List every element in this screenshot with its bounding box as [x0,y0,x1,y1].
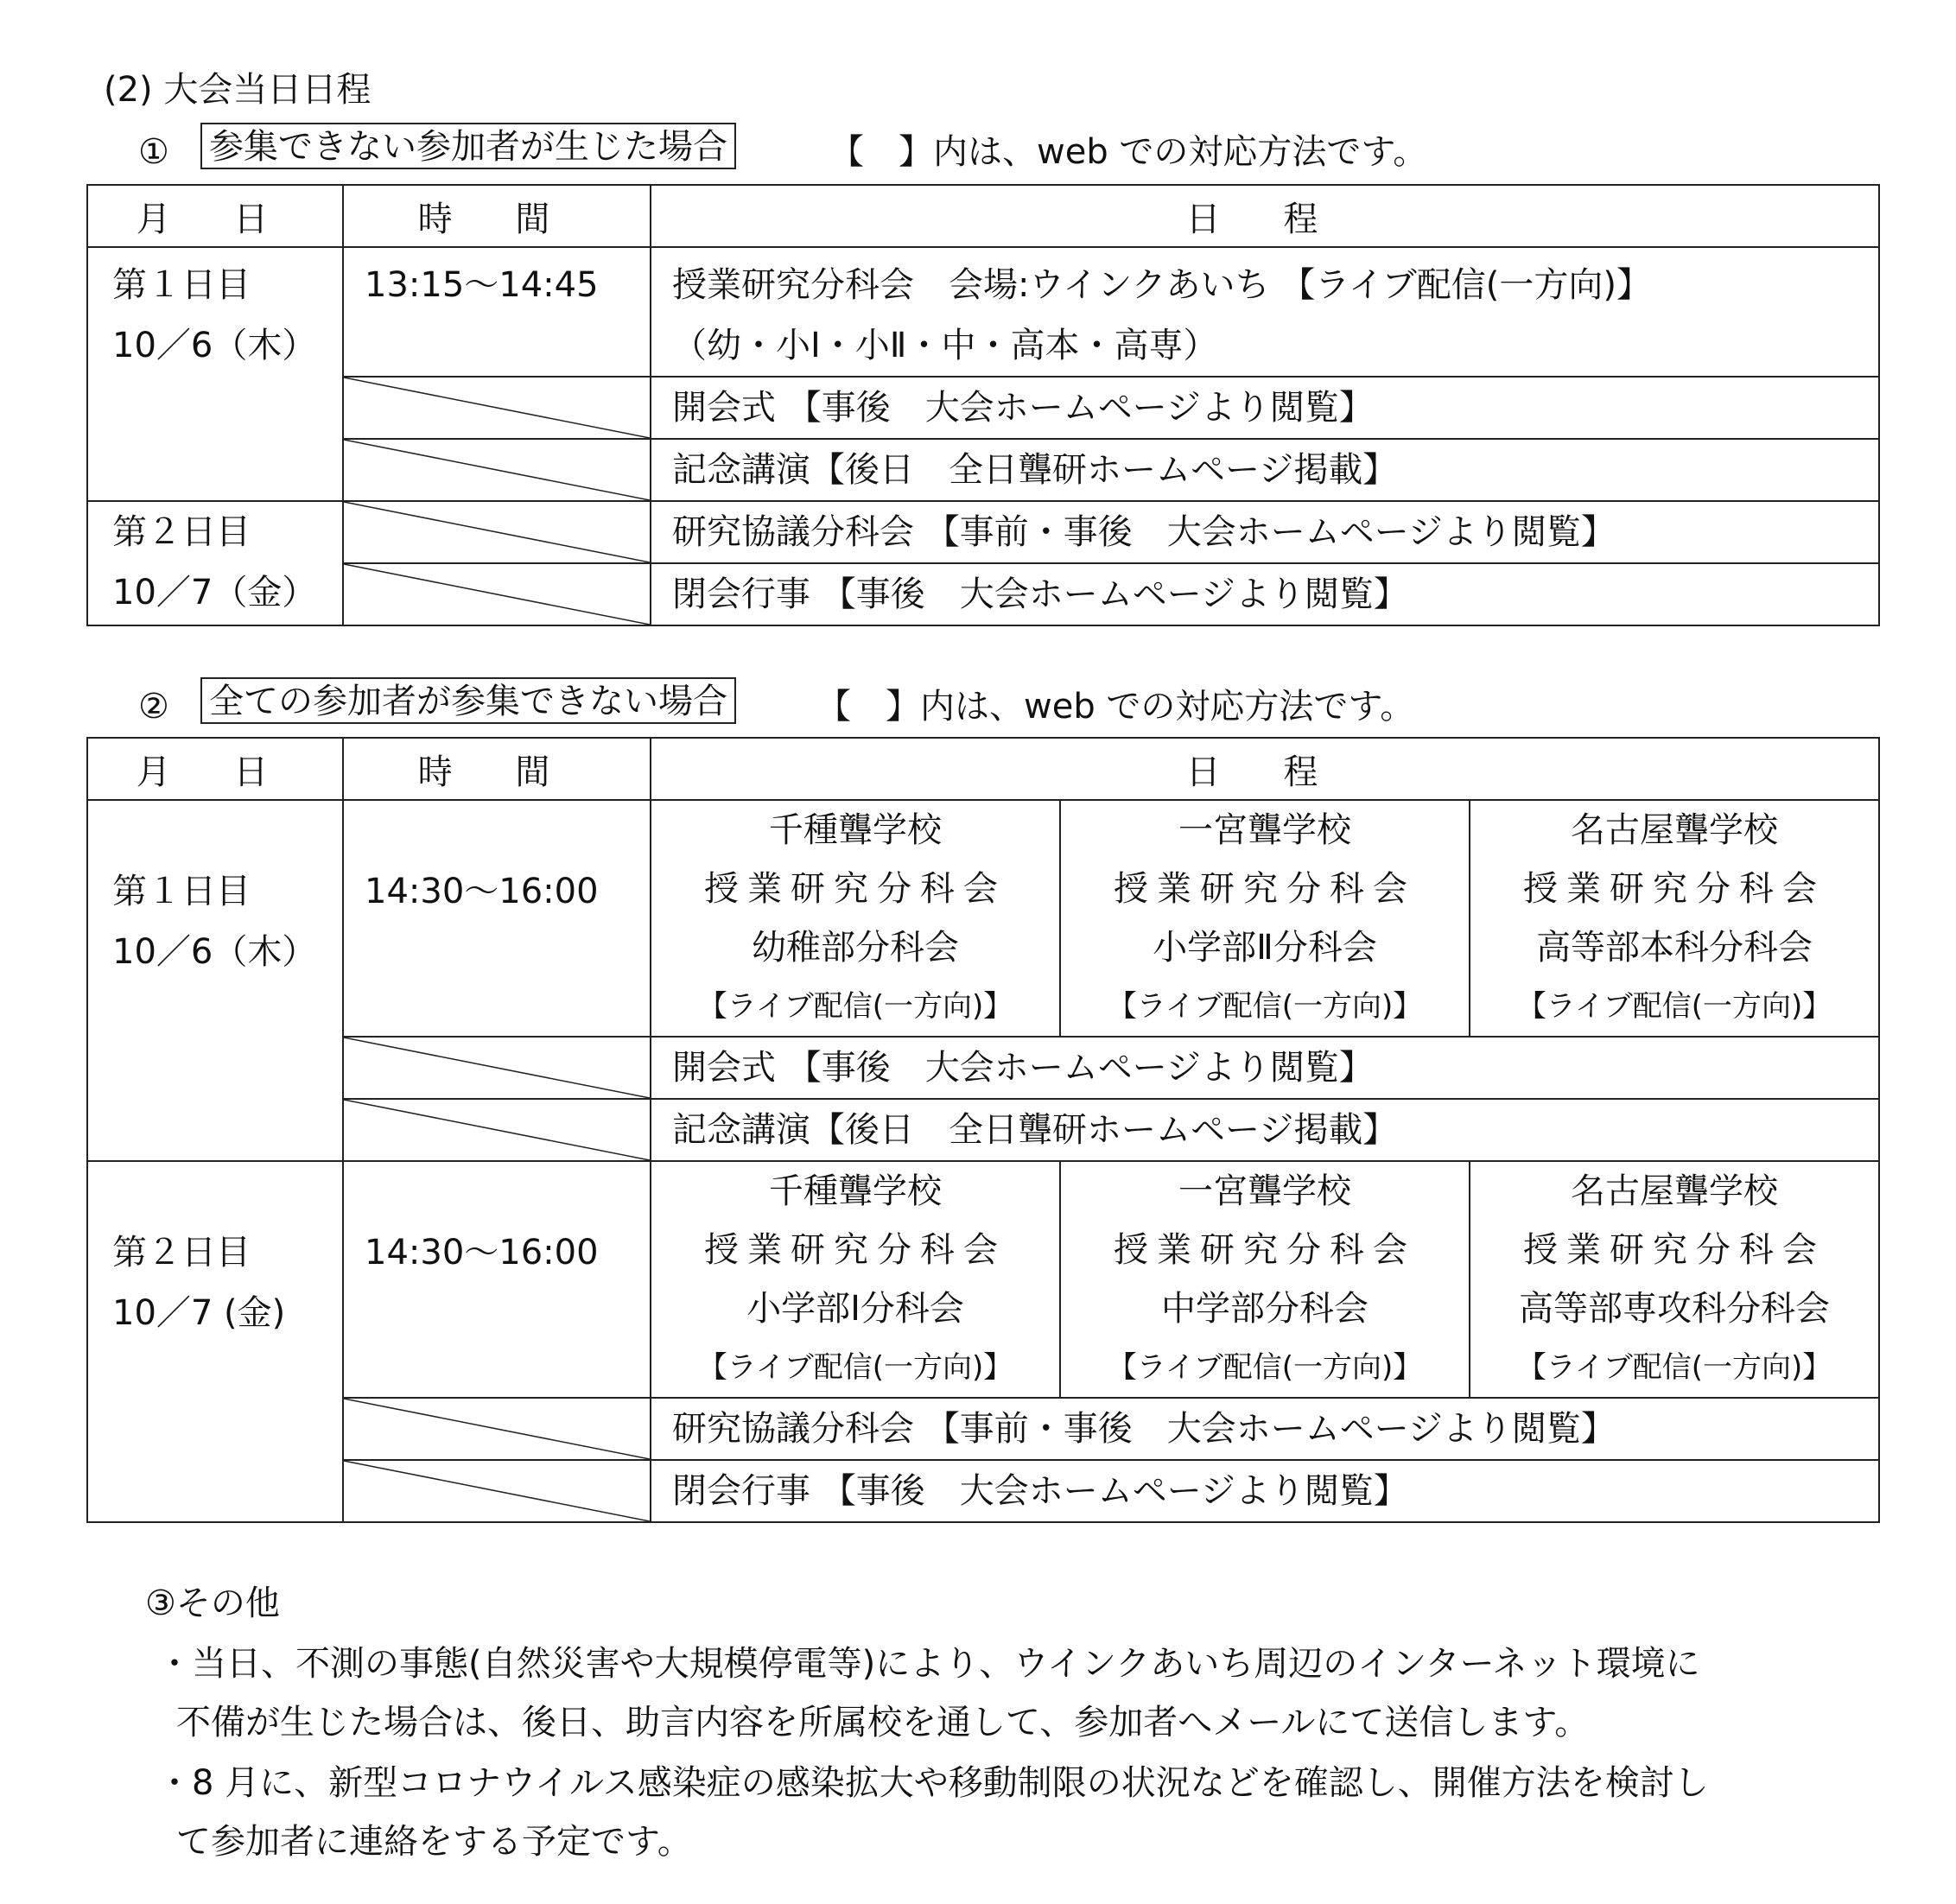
school-cell: 千種聾学校 授業研究分科会 小学部Ⅰ分科会 【ライブ配信(一方向)】 [651,1161,1060,1398]
part3-title: ③その他 [145,1583,280,1623]
schedule-table-1 [86,184,1880,626]
day1-time: 14:30～16:00 [343,800,651,1037]
day2-row2: 閉会行事 【事後 大会ホームページより閲覧】 [651,563,1879,625]
day1-date: 10／6（木） [112,932,317,972]
school-cell: 千種聾学校 授業研究分科会 幼稚部分科会 【ライブ配信(一方向)】 [651,800,1060,1037]
day1-row1: 授業研究分科会 会場:ウインクあいち 【ライブ配信(一方向)】 （幼・小Ⅰ・小Ⅱ・中・高本・高専） [651,247,1879,377]
diagonal-cell [343,1398,651,1460]
day2-row3: 閉会行事 【事後 大会ホームページより閲覧】 [651,1460,1879,1522]
header-time: 時 間 [343,185,651,247]
day1-time: 13:15～14:45 [343,247,651,377]
part1-note: 【 】内は、web での対応方法です。 [829,132,1428,172]
diagonal-cell [343,1460,651,1522]
diagonal-cell [343,377,651,439]
day1-row3: 記念講演【後日 全日聾研ホームページ掲載】 [651,439,1879,501]
header-schedule: 日 程 [651,185,1879,247]
day2-label: 第２日目 [112,1233,251,1273]
day2-label: 第２日目 [112,512,251,552]
day1-cell [87,247,343,501]
diagonal-cell [343,1099,651,1161]
diagonal-cell [343,439,651,501]
part2-title: 全ての参加者が参集できない場合 [200,677,736,724]
school-cell: 一宮聾学校 授業研究分科会 中学部分科会 【ライブ配信(一方向)】 [1060,1161,1470,1398]
day2-date: 10／7 (金) [112,1293,286,1333]
part1-title: 参集できない参加者が生じた場合 [200,123,736,169]
school-cell: 名古屋聾学校 授業研究分科会 高等部本科分科会 【ライブ配信(一方向)】 [1470,800,1879,1037]
header-time: 時 間 [343,738,651,800]
school-cell: 名古屋聾学校 授業研究分科会 高等部専攻科分科会 【ライブ配信(一方向)】 [1470,1161,1879,1398]
day1-row2: 開会式 【事後 大会ホームページより閲覧】 [651,1037,1879,1099]
header-schedule: 日 程 [651,738,1879,800]
day1-cell [87,800,343,1161]
day1-row3: 記念講演【後日 全日聾研ホームページ掲載】 [651,1099,1879,1161]
part2-note: 【 】内は、web での対応方法です。 [816,687,1415,727]
day2-cell [87,1161,343,1522]
bullet1-line2: 不備が生じた場合は、後日、助言内容を所属校を通して、参加者へメールにて送信します。 [176,1703,1590,1742]
day1-label: 第１日目 [112,872,251,911]
day2-time: 14:30～16:00 [343,1161,651,1398]
section-title: (2) 大会当日日程 [104,70,372,110]
part2-marker: ② [138,687,169,727]
schedule-table-2 [86,737,1880,1523]
day1-label: 第１日目 [112,265,251,305]
day2-date: 10／7（金） [112,573,317,612]
part1-marker: ① [138,132,169,172]
school-cell: 一宮聾学校 授業研究分科会 小学部Ⅱ分科会 【ライブ配信(一方向)】 [1060,800,1470,1037]
header-date: 月 日 [87,738,343,800]
header-date: 月 日 [87,185,343,247]
day2-row2: 研究協議分科会 【事前・事後 大会ホームページより閲覧】 [651,1398,1879,1460]
bullet1-line1: ・当日、不測の事態(自然災害や大規模停電等)により、ウインクあいち周辺のインターネット環境に [157,1644,1700,1684]
bullet2-line2: て参加者に連絡をする予定です。 [176,1822,692,1862]
day2-cell [87,501,343,625]
day2-row1: 研究協議分科会 【事前・事後 大会ホームページより閲覧】 [651,501,1879,563]
bullet2-line1: ・8 月に、新型コロナウイルス感染症の感染拡大や移動制限の状況などを確認し、開催方法を検討し [157,1763,1709,1803]
diagonal-cell [343,501,651,563]
diagonal-cell [343,563,651,625]
day1-row2: 開会式 【事後 大会ホームページより閲覧】 [651,377,1879,439]
day1-date: 10／6（木） [112,326,317,365]
diagonal-cell [343,1037,651,1099]
